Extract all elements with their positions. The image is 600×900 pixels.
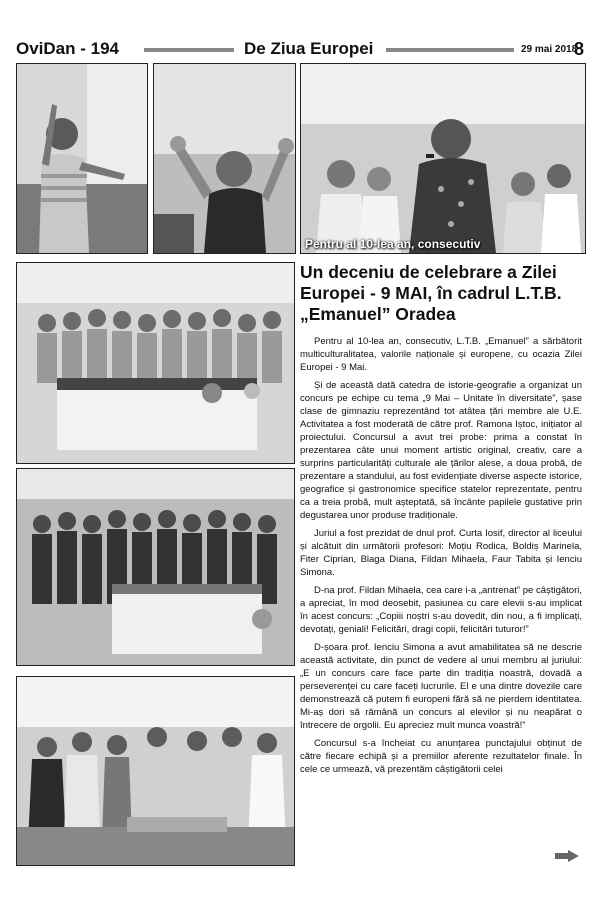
arrow-right-icon[interactable] (555, 849, 579, 867)
issue-date: 29 mai 2018 (521, 44, 578, 55)
article-body (300, 335, 582, 776)
photo-students-costumes (16, 676, 295, 866)
header-rule (144, 48, 234, 52)
photo-group-food-stand (16, 468, 295, 666)
article-paragraph: D-șoara prof. Ienciu Simona a avut amabilitatea să ne descrie această activitate, din punct de vedere al unui membru al juriului: „E un concurs care face parte din tradiția noastră, dovadă a perseverenței cu care faceți lucrurile. El e una dintre dovezile care demonstrează că putem fi europeni fără să ne pierdem identitatea. Mi-aș dori să rămână un concurs al elevilor și nu neapărat o întrecere de orgolii. Eu apreciez mult munca voastră!” (300, 642, 582, 731)
photo-group-cake-table (16, 262, 295, 464)
publication-name: OviDan - 194 (16, 39, 119, 58)
article-title: Un deceniu de celebrare a Zilei Europei - 9 MAI, în cadrul L.T.B. „Emanuel” Oradea (300, 262, 562, 324)
article (300, 262, 582, 781)
photo-speaker-microphone (300, 63, 586, 254)
photo-student-cheering (153, 63, 296, 254)
article-paragraph: Concursul s-a încheiat cu anunțarea punctajului obținut de către fiecare echipă și a premiilor aferente rezultatelor finale. În cele ce urmează, vă prezentăm câștigătorii celei (300, 738, 582, 775)
photo-caption: Pentru al 10-lea an, consecutiv (305, 237, 481, 251)
section-title: De Ziua Europei (244, 39, 374, 58)
page-header (16, 38, 584, 62)
article-paragraph: Pentru al 10-lea an, consecutiv, L.T.B. „Emanuel” a sărbătorit multiculturalitatea, valorile naționale și europene, cu ocazia Zilei Europei - 9 Mai. (300, 336, 582, 373)
header-rule (386, 48, 514, 52)
article-paragraph: Și de această dată catedra de istorie-geografie a organizat un concurs pe echipe cu tema „9 Mai – Unitate în diversitate”, șase clase de gimnaziu reprezentând tot atâtea țări membre ale U.E. Activitatea a fost moderată de către prof. Ramona Iștoc, inițiator al proiectului. Concursul a avut trei probe: prima a constat în prezentarea câte unui moment artistic original, creativ, care a surprins particularități culturale ale țărilor alese, a doua probă, de prezentare a standului, au fost evidențiate diverse aspecte istorice, geografice și gastronomice specifice statelor reprezentate, pentru ca a treia probă, mult așteptată, să încânte papilele gustative prin degustarea unor produse tradiționale. (300, 380, 582, 521)
article-paragraph: D-na prof. Fildan Mihaela, cea care i-a „antrenat” pe câștigători, a apreciat, în mod deosebit, pasiunea cu care elevii s-au implicat în acest concurs: „Copiii noștri s-au dovedit, din nou, a fi implicați, devotați, geniali! Felicitări, dragi copii, felicitări tuturor!” (300, 585, 582, 635)
article-paragraph: Juriul a fost prezidat de dnul prof. Curta Iosif, director al liceului și alcătuit din următorii profesori: Moțiu Rodica, Boldiș Marinela, Fiter Ciprian, Blaga Diana, Fildan Mihaela, Faur Tabita și Ienciu Simona. (300, 528, 582, 578)
page-number: 8 (573, 39, 584, 59)
photo-teacher-celebrating (16, 63, 148, 254)
